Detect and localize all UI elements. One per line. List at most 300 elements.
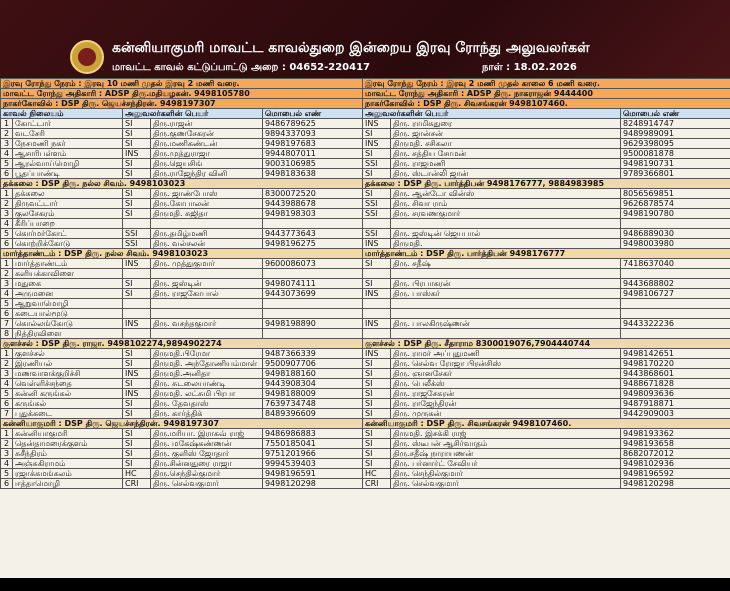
right-mobile: 9498193658 (621, 439, 730, 449)
row-number: 3 (1, 279, 13, 289)
table-row (1, 119, 730, 129)
station-name: கொல்லங்கோடு (13, 319, 123, 329)
right-rank: SI (363, 439, 391, 449)
row-number: 6 (1, 309, 13, 319)
right-rank: INS (363, 349, 391, 359)
row-number: 3 (1, 369, 13, 379)
right-patrol-time: இரவு ரோந்து நேரம் : இரவு 2 மணி முதல் காலை 6 மணி வரை. (363, 79, 730, 89)
table-row (1, 219, 730, 229)
left-mobile: 9443073699 (263, 289, 363, 299)
left-mobile (263, 219, 363, 229)
col-station: காவல் நிலையம் (1, 109, 123, 119)
station-name: மதுகை (13, 279, 123, 289)
left-rank: SI (123, 129, 151, 139)
left-officer-name: திருமதி.அனிதா (151, 369, 263, 379)
left-rank: SI (123, 169, 151, 179)
right-rank: SSI (363, 209, 391, 219)
station-name: மார்த்தாண்டம் (13, 259, 123, 269)
right-mobile: 7418637040 (621, 259, 730, 269)
table-row (1, 439, 730, 449)
left-mobile (263, 269, 363, 279)
right-rank: CRI (363, 479, 391, 489)
right-officer-name: திரு. பர்னார்ட் சேவியர் (391, 459, 621, 469)
table-row (1, 389, 730, 399)
right-mobile: 9498196592 (621, 469, 730, 479)
right-rank: INS (363, 289, 391, 299)
left-officer-name: திரு. குளிஸ் ஜோதார் (151, 449, 263, 459)
left-officer-name: திரு.முத்துராஜா (151, 149, 263, 159)
left-mobile (263, 299, 363, 309)
right-officer-name: திரு. முருகன் (391, 409, 621, 419)
row-number: 2 (1, 269, 13, 279)
table-row (1, 239, 730, 249)
left-rank: SI (123, 289, 151, 299)
right-mobile: 9443322236 (621, 319, 730, 329)
right-patrol-officer: மாவட்ட ரோந்து அதிகாரி : ADSP திரு. நாகராஜன் 9444400 (363, 89, 730, 99)
left-officer-name: திருமதி.பிரேமா (151, 349, 263, 359)
station-name: ரஜாக்கமங்கலம் (13, 469, 123, 479)
table-row (1, 309, 730, 319)
right-officer-name: திரு. பிரபாகரன் (391, 279, 621, 289)
left-patrol-officer: மாவட்ட ரோந்து அதிகாரி : ADSP திரு.மதியழகன். 9498105780 (1, 89, 363, 99)
right-rank (363, 269, 391, 279)
station-name: கன்னி கருங்கல் (13, 389, 123, 399)
left-officer-name: திரு. தேவதாஸ் (151, 399, 263, 409)
left-rank: INS (123, 369, 151, 379)
row-number: 5 (1, 469, 13, 479)
right-officer-name: திரு. சதீஷ் (391, 259, 621, 269)
row-number: 7 (1, 409, 13, 419)
table-row (1, 279, 730, 289)
row-number: 2 (1, 199, 13, 209)
right-rank: SI (363, 429, 391, 439)
row-number: 1 (1, 189, 13, 199)
left-officer-name (151, 269, 263, 279)
row-number: 5 (1, 299, 13, 309)
table-row (1, 429, 730, 439)
right-officer-name (391, 299, 621, 309)
left-mobile: 9498188160 (263, 369, 363, 379)
left-officer-name (151, 219, 263, 229)
table-row (1, 269, 730, 279)
control-room-line: மாவட்ட காவல் கட்டுப்பாட்டு அறை : 04652-220417 (112, 62, 371, 73)
table-row (1, 169, 730, 179)
right-rank: SI (363, 409, 391, 419)
left-officer-name (151, 309, 263, 319)
right-officer-name: திரு. சத்திய சோமன் (391, 149, 621, 159)
left-mobile: 9443908304 (263, 379, 363, 389)
left-rank: SI (123, 439, 151, 449)
left-mobile: 9498198303 (263, 209, 363, 219)
left-officer-name (151, 329, 263, 339)
column-header-row (1, 109, 730, 119)
row-number: 4 (1, 459, 13, 469)
right-officer-name (391, 309, 621, 319)
row-number: 4 (1, 289, 13, 299)
table-row (1, 229, 730, 239)
right-rank: SI (363, 149, 391, 159)
right-mobile: 9486889030 (621, 229, 730, 239)
row-number: 4 (1, 149, 13, 159)
table-row (1, 399, 730, 409)
table-row (1, 289, 730, 299)
right-mobile: 8682072012 (621, 449, 730, 459)
station-name: பூதப்பாண்டி (13, 169, 123, 179)
subdivision-row (1, 249, 730, 259)
left-mobile: 8489396609 (263, 409, 363, 419)
report-date: நாள் : 18.02.2026 (482, 62, 577, 73)
right-mobile: 9487918871 (621, 399, 730, 409)
station-name: அருமனை (13, 289, 123, 299)
right-mobile: 9488671828 (621, 379, 730, 389)
left-rank: CRI (123, 479, 151, 489)
left-officer-name: திரு.கோபாலன் (151, 199, 263, 209)
left-rank: SI (123, 429, 151, 439)
left-mobile (263, 309, 363, 319)
left-mobile: 9003106985 (263, 159, 363, 169)
right-rank: SI (363, 399, 391, 409)
station-name: திருவட்டார் (13, 199, 123, 209)
left-mobile: 7639734748 (263, 399, 363, 409)
left-officer-name: திரு. ஜாண்போஸ் (151, 189, 263, 199)
left-rank (123, 309, 151, 319)
left-officer-name (151, 299, 263, 309)
right-mobile: 8248914747 (621, 119, 730, 129)
left-officer-name: திரு. ராஜகோபால் (151, 289, 263, 299)
right-mobile: 9789366801 (621, 169, 730, 179)
station-name: கோட்டார் (13, 119, 123, 129)
station-name: தக்கலை (13, 189, 123, 199)
left-mobile: 9498198890 (263, 319, 363, 329)
roster-sheet (0, 78, 730, 578)
station-name: கொற்றிக்கோடு (13, 239, 123, 249)
subdivision-left: கன்னியாகுமரி : DSP திரு. ஜெயச்சந்திரன். 9498197307 (1, 419, 363, 429)
right-officer-name: திரு. ஸ்டீபன் ஆசிர்வாதம் (391, 439, 621, 449)
right-rank: SI (363, 169, 391, 179)
left-rank: SI (123, 119, 151, 129)
right-mobile: 9498170220 (621, 359, 730, 369)
right-rank: SSI (363, 229, 391, 239)
right-mobile: 9498190731 (621, 159, 730, 169)
left-officer-name: திருமதி. அந்தோணியம்மாள் (151, 359, 263, 369)
table-row (1, 359, 730, 369)
left-mobile: 9486986883 (263, 429, 363, 439)
left-officer-name: திரு.ராஜன் (151, 119, 263, 129)
left-subdivision-nagercoil: நாகர்கோவில் : DSP திரு. ஜெயச்சந்திரன். 9498197307 (1, 99, 363, 109)
right-officer-name: திரு. ஞானசேகர் (391, 369, 621, 379)
left-rank (123, 329, 151, 339)
left-officer-name: திரு. சுடலையாண்டி (151, 379, 263, 389)
subdivision-left: மார்த்தாண்டம் : DSP திரு. நல்ல சிவம். 9498103023 (1, 249, 363, 259)
left-officer-name: திரு. செல்வகுமார் (151, 479, 263, 489)
row-number: 6 (1, 169, 13, 179)
left-mobile: 9751201966 (263, 449, 363, 459)
station-name: ஆரல்வாய்மொழி (13, 159, 123, 169)
right-mobile: 9498190780 (621, 209, 730, 219)
left-officer-name: திரு.சின்னதுரை ராஜா (151, 459, 263, 469)
row-number: 1 (1, 349, 13, 359)
row-number: 4 (1, 219, 13, 229)
left-rank: SI (123, 279, 151, 289)
left-mobile: 7550185041 (263, 439, 363, 449)
left-rank: HC (123, 469, 151, 479)
right-officer-name: திரு. செல்வகுமார் (391, 479, 621, 489)
subdivision-right: கன்னியாகுமரி : DSP திரு. சிவசங்கரன் 9498107460. (363, 419, 730, 429)
left-mobile: 9498197683 (263, 139, 363, 149)
right-rank (363, 309, 391, 319)
station-name: கொர்மர்கோட் (13, 229, 123, 239)
left-officer-name: திருமதி. லட்சுமி பிரபா (151, 389, 263, 399)
col-officer-right: அலுவலர்களின் பெயர் (363, 109, 621, 119)
right-officer-name: திரு. ஆன்டோ வின்ஸ் (391, 189, 621, 199)
right-officer-name: திரு. பெலீக்ஸ் (391, 379, 621, 389)
table-row (1, 469, 730, 479)
right-rank: SI (363, 359, 391, 369)
table-row (1, 189, 730, 199)
report-header (0, 0, 730, 78)
left-rank: SSI (123, 239, 151, 249)
row-number: 5 (1, 229, 13, 239)
right-mobile: 9498120298 (621, 479, 730, 489)
left-officer-name: திரு. கார்த்திக் (151, 409, 263, 419)
row-number: 5 (1, 389, 13, 399)
right-officer-name: திருமதி. சசிகலா (391, 139, 621, 149)
left-rank: INS (123, 389, 151, 399)
station-name: களியக்காவிளை (13, 269, 123, 279)
right-rank: SI (363, 259, 391, 269)
station-name: மணவாளக்குறிச்சி (13, 369, 123, 379)
right-officer-name: திரு. பாலகிருஷ்ணன் (391, 319, 621, 329)
station-name: கீரிப்பாறை (13, 219, 123, 229)
station-name: ஈத்தாமொழி (13, 479, 123, 489)
right-officer-name: திருமதி. இசக்கி ராஜ் (391, 429, 621, 439)
row-number: 4 (1, 379, 13, 389)
right-rank: SI (363, 189, 391, 199)
left-mobile: 9498188009 (263, 389, 363, 399)
left-rank: SI (123, 409, 151, 419)
right-officer-name: திரு. பாஸ்கர் (391, 289, 621, 299)
row-number: 1 (1, 259, 13, 269)
left-rank: SSI (123, 229, 151, 239)
row-number: 6 (1, 479, 13, 489)
subdivision-nagercoil-row (1, 99, 730, 109)
right-mobile (621, 219, 730, 229)
left-mobile: 9487366339 (263, 349, 363, 359)
left-mobile: 9600086073 (263, 259, 363, 269)
col-mobile-right: மொபைல் எண் (621, 109, 730, 119)
patrol-officer-row (1, 89, 730, 99)
left-mobile: 9498196275 (263, 239, 363, 249)
col-mobile-left: மொபைல் எண் (263, 109, 363, 119)
table-row (1, 379, 730, 389)
police-emblem-icon (70, 40, 104, 74)
left-officer-name: திரு. வல்சலன் (151, 239, 263, 249)
left-officer-name: திரு.தமிழ்மணி (151, 229, 263, 239)
station-name: ஆறுவாமொழி (13, 299, 123, 309)
left-rank: SI (123, 199, 151, 209)
right-officer-name: திரு. ஜான்சன் (391, 129, 621, 139)
left-rank: SI (123, 349, 151, 359)
left-officer-name: திரு. முத்துகுமார் (151, 259, 263, 269)
station-name: தென்தாமரைக்குளம் (13, 439, 123, 449)
left-officer-name: திரு.மணிகண்டன் (151, 139, 263, 149)
table-row (1, 199, 730, 209)
right-officer-name: திரு. ராமர் அப்புதுமணி (391, 349, 621, 359)
right-mobile: 9498093636 (621, 389, 730, 399)
right-mobile: 9500081878 (621, 149, 730, 159)
right-mobile: 9498003980 (621, 239, 730, 249)
left-rank: SI (123, 189, 151, 199)
right-rank: SI (363, 379, 391, 389)
subdivision-row (1, 419, 730, 429)
right-rank (363, 219, 391, 229)
right-rank: SI (363, 459, 391, 469)
table-row (1, 259, 730, 269)
right-mobile: 9442909003 (621, 409, 730, 419)
right-mobile: 9498106727 (621, 289, 730, 299)
row-number: 6 (1, 399, 13, 409)
station-name: நேசமணி நகர் (13, 139, 123, 149)
right-officer-name: திரு. ஜஸ்டின் ஜெயபால் (391, 229, 621, 239)
table-row (1, 159, 730, 169)
right-mobile: 9629398095 (621, 139, 730, 149)
left-rank (123, 219, 151, 229)
subdivision-row (1, 179, 730, 189)
row-number: 2 (1, 129, 13, 139)
row-number: 8 (1, 329, 13, 339)
left-mobile: 9894337093 (263, 129, 363, 139)
row-number: 3 (1, 139, 13, 149)
row-number: 5 (1, 159, 13, 169)
right-rank: SI (363, 129, 391, 139)
left-mobile: 9944807011 (263, 149, 363, 159)
left-officer-name: திரு.மரியா. இராகவ் ராஜ் (151, 429, 263, 439)
station-name: இரணியல் (13, 359, 123, 369)
right-rank: SI (363, 389, 391, 399)
patrol-time-row (1, 79, 730, 89)
left-mobile: 8300072520 (263, 189, 363, 199)
right-rank: HC (363, 469, 391, 479)
row-number: 6 (1, 239, 13, 249)
right-rank: SI (363, 449, 391, 459)
footer-bar (0, 578, 730, 591)
left-rank: SI (123, 459, 151, 469)
left-rank: SI (123, 359, 151, 369)
row-number: 1 (1, 429, 13, 439)
right-mobile: 9443688802 (621, 279, 730, 289)
left-rank: INS (123, 149, 151, 159)
right-subdivision-nagercoil: நாகர்கோவில் : DSP திரு. சிவசங்கரன் 9498107460. (363, 99, 730, 109)
table-row (1, 479, 730, 489)
subdivision-right: குளச்சல் : DSP திரு. சீதாராம 8300019076,7904440744 (363, 339, 730, 349)
left-mobile: 9994539403 (263, 459, 363, 469)
station-name: வடசேரி (13, 129, 123, 139)
right-officer-name: திரு. ஸ்டான்லி ஜான் (391, 169, 621, 179)
table-row (1, 129, 730, 139)
left-mobile: 9443773643 (263, 229, 363, 239)
right-rank: INS (363, 319, 391, 329)
row-number: 7 (1, 319, 13, 329)
right-mobile: 9498102936 (621, 459, 730, 469)
right-officer-name: திரு.சதீஷ் நாராயணன் (391, 449, 621, 459)
right-mobile: 9498142651 (621, 349, 730, 359)
right-rank (363, 329, 391, 339)
subdivision-row (1, 339, 730, 349)
right-rank: SI (363, 279, 391, 289)
left-patrol-time: இரவு ரோந்து நேரம் : இரவு 10 மணி முதல் இரவு 2 மணி வரை. (1, 79, 363, 89)
left-officer-name: திரு.ராஜேந்திர வினி (151, 169, 263, 179)
right-rank: SSI (363, 199, 391, 209)
station-name: நித்திரவிளை (13, 329, 123, 339)
table-row (1, 329, 730, 339)
left-mobile: 9500907706 (263, 359, 363, 369)
right-rank: INS (363, 119, 391, 129)
table-row (1, 449, 730, 459)
left-rank: SI (123, 399, 151, 409)
station-name: கடையால்மூடு (13, 309, 123, 319)
right-officer-name: திரு. செல்வ ரோஜா பிரன்சிஸ் (391, 359, 621, 369)
subdivision-left: குளச்சல் : DSP திரு. ராஜா. 9498102274,9894902274 (1, 339, 363, 349)
left-rank: SI (123, 159, 151, 169)
right-mobile: 8056569851 (621, 189, 730, 199)
report-title: கன்னியாகுமரி மாவட்ட காவல்துறை இன்றைய இரவு ரோந்து அலுவலர்கள் (112, 40, 590, 56)
right-officer-name: திரு. சிவா ராம் (391, 199, 621, 209)
right-officer-name (391, 329, 621, 339)
row-number: 3 (1, 449, 13, 459)
row-number: 1 (1, 119, 13, 129)
table-row (1, 409, 730, 419)
table-row (1, 139, 730, 149)
left-rank: SI (123, 209, 151, 219)
left-rank: SI (123, 139, 151, 149)
subdivision-right: தக்கலை : DSP திரு. பார்த்திபன் 9498176777, 9884983985 (363, 179, 730, 189)
right-officer-name: திரு. ராமிசுதுரை (391, 119, 621, 129)
right-officer-name: திரு. ராஜேந்திரன் (391, 399, 621, 409)
station-name: சுசீந்திரம் (13, 449, 123, 459)
row-number: 2 (1, 359, 13, 369)
left-rank: SI (123, 379, 151, 389)
left-mobile: 9498196591 (263, 469, 363, 479)
station-name: குளச்சல் (13, 349, 123, 359)
left-mobile: 9498074111 (263, 279, 363, 289)
station-name: ஆசாரிபள்ளம் (13, 149, 123, 159)
left-mobile: 9498120298 (263, 479, 363, 489)
table-row (1, 149, 730, 159)
left-mobile: 9486789625 (263, 119, 363, 129)
right-mobile (621, 269, 730, 279)
right-officer-name (391, 269, 621, 279)
station-name: புதுக்கடை (13, 409, 123, 419)
left-officer-name: திருமதி. சுஜிதா (151, 209, 263, 219)
table-row (1, 209, 730, 219)
left-mobile (263, 329, 363, 339)
right-mobile: 9489989091 (621, 129, 730, 139)
left-officer-name: திரு. ஜஸ்டின் (151, 279, 263, 289)
left-mobile: 9498183638 (263, 169, 363, 179)
right-mobile: 9443868601 (621, 369, 730, 379)
left-rank: SI (123, 449, 151, 459)
roster-table (0, 78, 730, 489)
right-officer-name: திரு. சரவணகுமார் (391, 209, 621, 219)
left-officer-name: திரு.குணசேகரன் (151, 129, 263, 139)
left-rank (123, 269, 151, 279)
right-mobile (621, 299, 730, 309)
station-name: கன்னியாகுமரி (13, 429, 123, 439)
subdivision-left: தக்கலை : DSP திரு. நல்ல சிவம். 9498103023 (1, 179, 363, 189)
right-officer-name: திரு. ராஜசேகரன் (391, 389, 621, 399)
right-mobile: 9498193362 (621, 429, 730, 439)
right-mobile (621, 309, 730, 319)
